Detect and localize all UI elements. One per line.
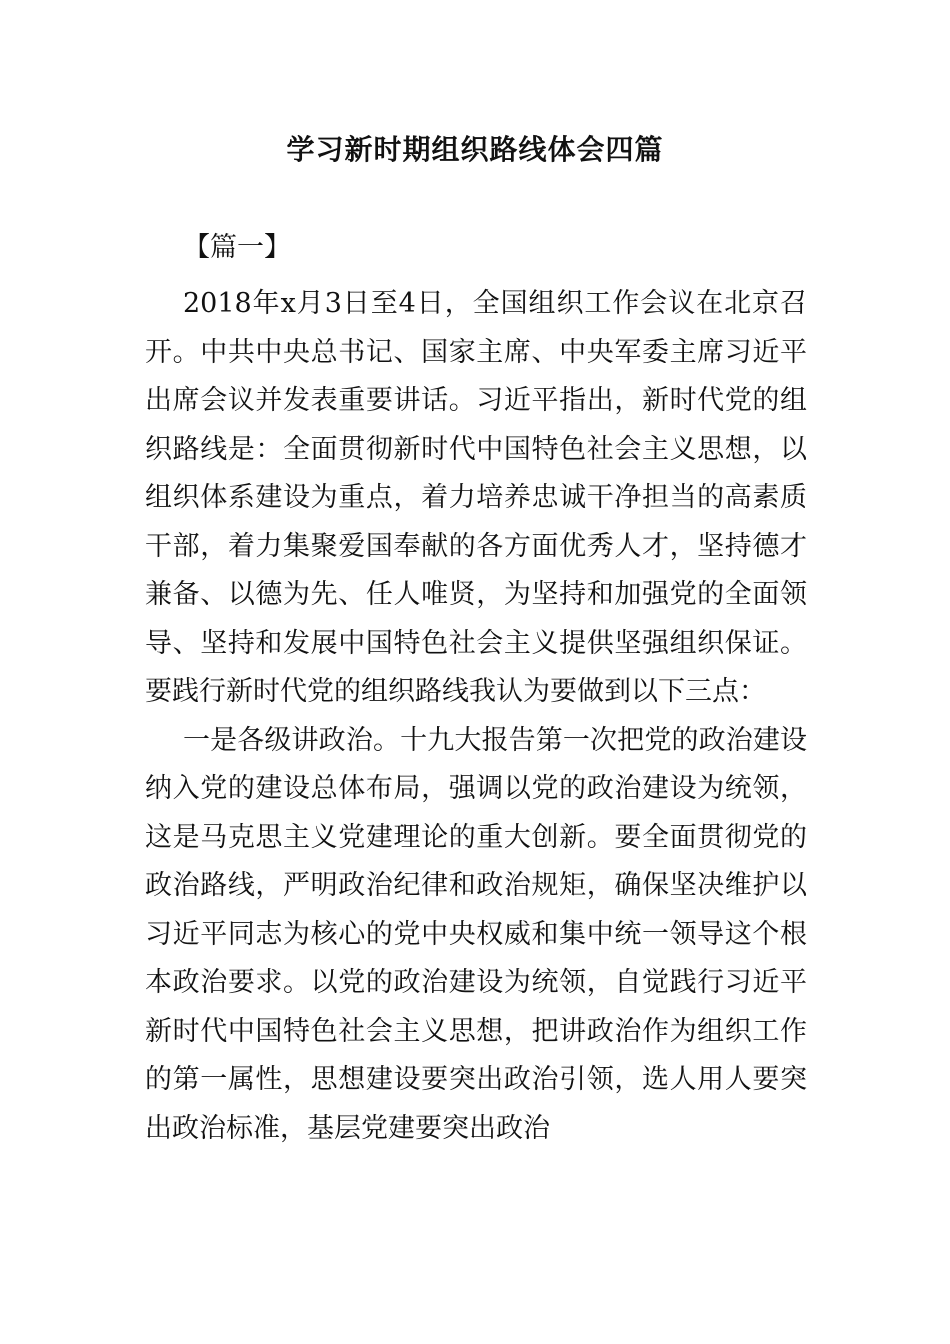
paragraph-1: 2018年x月3日至4日，全国组织工作会议在北京召开。中共中央总书记、国家主席、中央军委主席习近平出席会议并发表重要讲话。习近平指出，新时代党的组织路线是：全面贯彻新时代中国特色社会主义思想，以组织体系建设为重点，着力培养忠诚干净担当的高素质干部，着力集聚爱国奉献的各方面优秀人才，坚持德才兼备、以德为先、任人唯贤，为坚持和加强党的全面领导、坚持和发展中国特色社会主义提供坚强组织保证。要践行新时代党的组织路线我认为要做到以下三点：	[145, 288, 807, 707]
document-body	[145, 280, 807, 1153]
section-label: 【篇一】	[183, 232, 291, 263]
paragraph-2: 一是各级讲政治。十九大报告第一次把党的政治建设纳入党的建设总体布局，强调以党的政治建设为统领，这是马克思主义党建理论的重大创新。要全面贯彻党的政治路线，严明政治纪律和政治规矩，确保坚决维护以习近平同志为核心的党中央权威和集中统一领导这个根本政治要求。以党的政治建设为统领，自觉践行习近平新时代中国特色社会主义思想，把讲政治作为组织工作的第一属性，思想建设要突出政治引领，选人用人要突出政治标准，基层党建要突出政治	[145, 724, 807, 1144]
document-title: 学习新时期组织路线体会四篇	[286, 133, 664, 166]
